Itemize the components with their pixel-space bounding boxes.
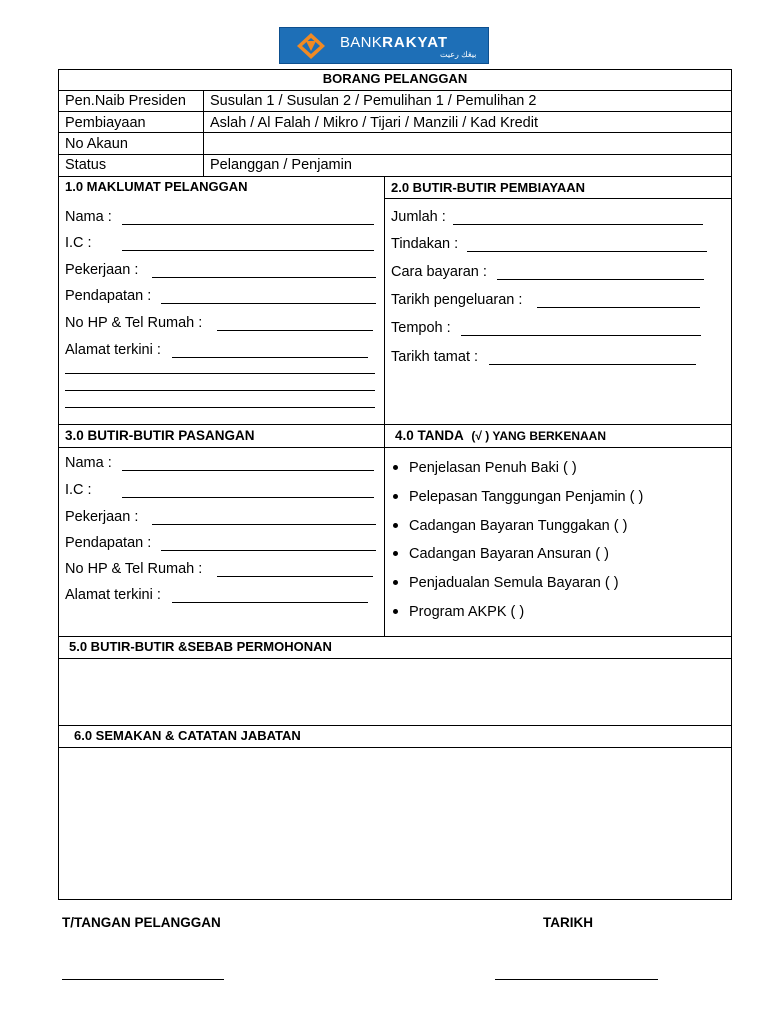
s1-field-nama: Nama : bbox=[65, 209, 112, 225]
s1-pendapatan-line[interactable] bbox=[161, 303, 376, 304]
s1-alamat-line-4[interactable] bbox=[65, 407, 375, 408]
s2-field-cara-bayaran: Cara bayaran : bbox=[391, 264, 487, 280]
s3-nama-line[interactable] bbox=[122, 470, 374, 471]
s2-field-jumlah: Jumlah : bbox=[391, 209, 446, 225]
s4-item-akpk[interactable]: Program AKPK ( ) bbox=[409, 604, 525, 620]
s1-field-pekerjaan: Pekerjaan : bbox=[65, 262, 139, 278]
s2-jumlah-line[interactable] bbox=[453, 224, 703, 225]
s3-pendapatan-line[interactable] bbox=[161, 550, 376, 551]
s4-item-penjadualan[interactable]: Penjadualan Semula Bayaran ( ) bbox=[409, 575, 619, 591]
s1-alamat-line[interactable] bbox=[172, 357, 368, 358]
bullet-icon bbox=[393, 580, 398, 585]
s2-field-tarikh-tamat: Tarikh tamat : bbox=[391, 349, 479, 365]
s3-field-pendapatan: Pendapatan : bbox=[65, 535, 152, 551]
s1-alamat-line-3[interactable] bbox=[65, 390, 375, 391]
s1-phone-line[interactable] bbox=[217, 330, 373, 331]
s1-alamat-line-2[interactable] bbox=[65, 373, 375, 374]
form-title: BORANG PELANGGAN bbox=[322, 71, 468, 86]
s1-field-pendapatan: Pendapatan : bbox=[65, 288, 152, 304]
header-label-pembiayaan: Pembiayaan bbox=[65, 115, 146, 131]
s1-ic-line[interactable] bbox=[122, 250, 374, 251]
header-label-status: Status bbox=[65, 157, 107, 173]
section6-body[interactable] bbox=[59, 748, 731, 898]
signature-date-label: TARIKH bbox=[543, 915, 593, 930]
section4-title bbox=[395, 429, 606, 443]
s1-field-alamat: Alamat terkini : bbox=[65, 342, 161, 358]
bullet-icon bbox=[393, 609, 398, 614]
bullet-icon bbox=[393, 494, 398, 499]
s2-field-tarikh-pengeluaran: Tarikh pengeluaran : bbox=[391, 292, 523, 308]
logo-arabic-text: بيڠك رعيت bbox=[440, 50, 477, 59]
bullet-icon bbox=[393, 523, 398, 528]
header-value-pen-naib: Susulan 1 / Susulan 2 / Pemulihan 1 / Pemulihan 2 bbox=[210, 93, 537, 109]
s2-field-tempoh: Tempoh : bbox=[391, 320, 451, 336]
header-value-pembiayaan: Aslah / Al Falah / Mikro / Tijari / Manzili / Kad Kredit bbox=[210, 115, 538, 131]
s3-field-phone: No HP & Tel Rumah : bbox=[65, 561, 203, 577]
section5-body[interactable] bbox=[59, 659, 731, 724]
logo-brand: BANKRAKYAT bbox=[340, 34, 449, 51]
s1-nama-line[interactable] bbox=[122, 224, 374, 225]
s3-ic-line[interactable] bbox=[122, 497, 374, 498]
s3-field-alamat: Alamat terkini : bbox=[65, 587, 161, 603]
s4-item-pelepasan[interactable]: Pelepasan Tanggungan Penjamin ( ) bbox=[409, 489, 644, 505]
bank-rakyat-emblem-icon bbox=[296, 32, 326, 60]
s4-item-penjelasan[interactable]: Penjelasan Penuh Baki ( ) bbox=[409, 460, 577, 476]
s3-phone-line[interactable] bbox=[217, 576, 373, 577]
section4-title-prefix: 4.0 TANDA bbox=[395, 428, 464, 443]
s4-item-cadangan-ansuran[interactable]: Cadangan Bayaran Ansuran ( ) bbox=[409, 546, 609, 562]
bank-rakyat-logo bbox=[279, 27, 489, 64]
signature-customer-line[interactable] bbox=[62, 979, 224, 980]
s3-field-nama: Nama : bbox=[65, 455, 112, 471]
s2-tindakan-line[interactable] bbox=[467, 251, 707, 252]
s1-field-ic: I.C : bbox=[65, 235, 92, 251]
s1-pekerjaan-line[interactable] bbox=[152, 277, 376, 278]
s3-pekerjaan-line[interactable] bbox=[152, 524, 376, 525]
s2-tarikh-tamat-line[interactable] bbox=[489, 364, 696, 365]
header-value-status: Pelanggan / Penjamin bbox=[210, 157, 352, 173]
s4-item-cadangan-tunggakan[interactable]: Cadangan Bayaran Tunggakan ( ) bbox=[409, 518, 628, 534]
section5-title: 5.0 BUTIR-BUTIR &SEBAB PERMOHONAN bbox=[69, 639, 332, 654]
section2-title: 2.0 BUTIR-BUTIR PEMBIAYAAN bbox=[391, 180, 586, 195]
signature-customer-label: T/TANGAN PELANGGAN bbox=[62, 915, 221, 930]
s3-alamat-line[interactable] bbox=[172, 602, 368, 603]
section1-title: 1.0 MAKLUMAT PELANGGAN bbox=[65, 179, 248, 194]
bullet-icon bbox=[393, 465, 398, 470]
section3-title: 3.0 BUTIR-BUTIR PASANGAN bbox=[65, 428, 255, 443]
s2-cara-bayaran-line[interactable] bbox=[497, 279, 704, 280]
signature-date-line[interactable] bbox=[495, 979, 658, 980]
s2-tarikh-pengeluaran-line[interactable] bbox=[537, 307, 700, 308]
section6-title: 6.0 SEMAKAN & CATATAN JABATAN bbox=[74, 728, 301, 743]
s3-field-ic: I.C : bbox=[65, 482, 92, 498]
s2-field-tindakan: Tindakan : bbox=[391, 236, 459, 252]
section4-title-suffix: (√ ) YANG BERKENAAN bbox=[471, 429, 606, 443]
header-label-pen-naib: Pen.Naib Presiden bbox=[65, 93, 186, 109]
header-label-no-akaun: No Akaun bbox=[65, 136, 128, 152]
s2-tempoh-line[interactable] bbox=[461, 335, 701, 336]
s3-field-pekerjaan: Pekerjaan : bbox=[65, 509, 139, 525]
bullet-icon bbox=[393, 551, 398, 556]
s1-field-phone: No HP & Tel Rumah : bbox=[65, 315, 203, 331]
